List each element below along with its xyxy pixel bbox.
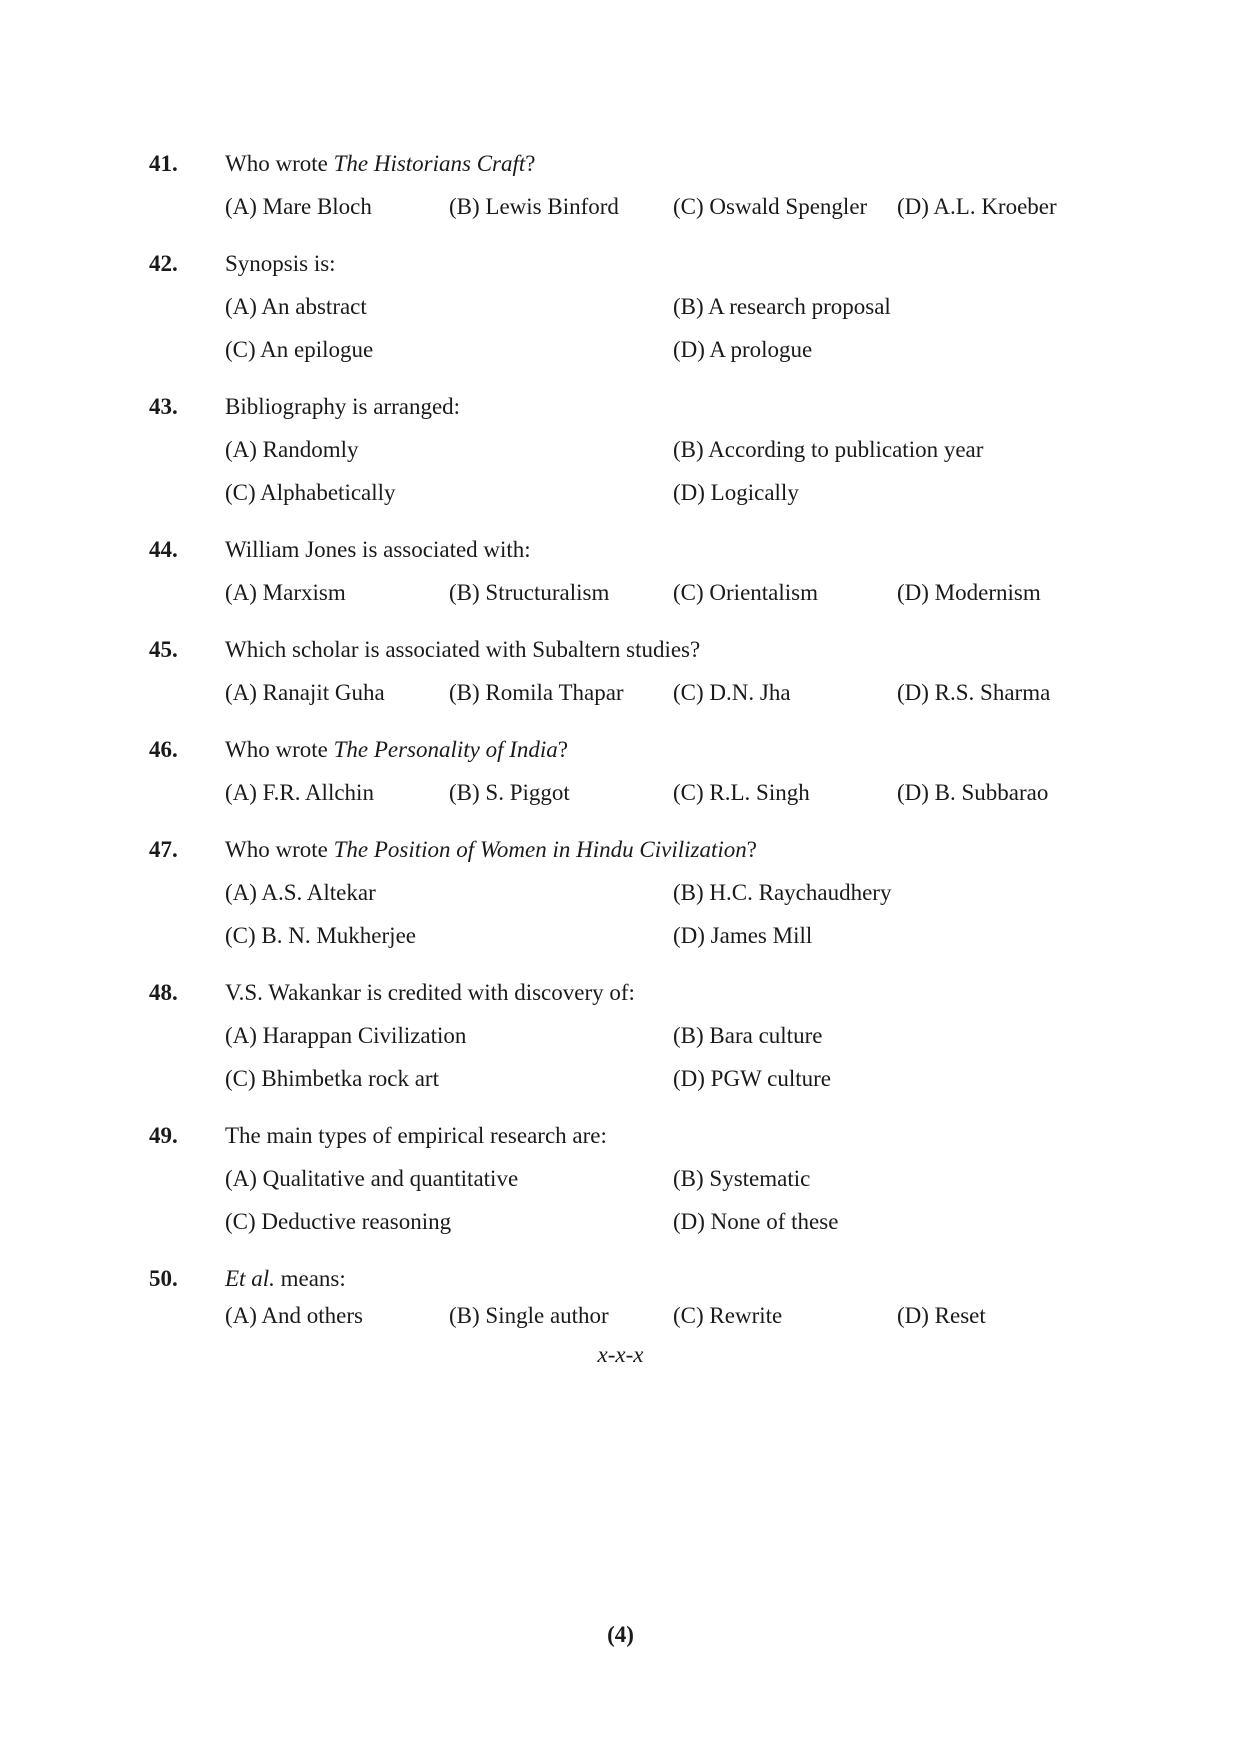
question-number: 43.: [149, 394, 178, 419]
option-a: (A) A.S. Altekar: [225, 880, 376, 905]
option-b: (B) S. Piggot: [449, 780, 570, 805]
question-text: Who wrote The Personality of India?: [225, 737, 569, 762]
question-number: 46.: [149, 737, 178, 762]
option-b: (B) Structuralism: [449, 580, 610, 605]
option-a: (A) And others: [225, 1303, 363, 1328]
option-c: (C) D.N. Jha: [673, 680, 791, 705]
option-b: (B) H.C. Raychaudhery: [673, 880, 892, 905]
question-number: 45.: [149, 637, 178, 662]
option-b: (B) Romila Thapar: [449, 680, 624, 705]
option-d: (D) A prologue: [673, 337, 813, 362]
option-c: (C) Alphabetically: [225, 480, 396, 505]
option-c: (C) An epilogue: [225, 337, 374, 362]
question-text: Who wrote The Historians Craft?: [225, 151, 536, 176]
question-number: 48.: [149, 980, 178, 1005]
question-text: Et al. means:: [225, 1266, 346, 1291]
option-d: (D) A.L. Kroeber: [897, 194, 1057, 219]
option-c: (C) Oswald Spengler: [673, 194, 868, 219]
question-text: Bibliography is arranged:: [225, 394, 461, 419]
option-c: (C) Orientalism: [673, 580, 818, 605]
option-d: (D) Modernism: [897, 580, 1041, 605]
option-d: (D) None of these: [673, 1209, 839, 1234]
option-b: (B) Bara culture: [673, 1023, 823, 1048]
book-title: The Position of Women in Hindu Civilization: [333, 837, 747, 862]
option-d: (D) B. Subbarao: [897, 780, 1049, 805]
question-number: 44.: [149, 537, 178, 562]
option-a: (A) Mare Bloch: [225, 194, 372, 219]
question-text: Synopsis is:: [225, 251, 336, 276]
option-b: (B) A research proposal: [673, 294, 891, 319]
question-number: 49.: [149, 1123, 178, 1148]
option-a: (A) Ranajit Guha: [225, 680, 385, 705]
option-d: (D) R.S. Sharma: [897, 680, 1051, 705]
option-a: (A) Qualitative and quantitative: [225, 1166, 519, 1191]
question-number: 47.: [149, 837, 178, 862]
option-c: (C) R.L. Singh: [673, 780, 810, 805]
option-a: (A) Randomly: [225, 437, 359, 462]
option-a: (A) F.R. Allchin: [225, 780, 374, 805]
option-a: (A) An abstract: [225, 294, 367, 319]
option-c: (C) Deductive reasoning: [225, 1209, 452, 1234]
option-b: (B) Single author: [449, 1303, 609, 1328]
book-title: The Historians Craft: [333, 151, 526, 176]
option-c: (C) Bhimbetka rock art: [225, 1066, 439, 1091]
question-number: 50.: [149, 1266, 178, 1291]
question-text: V.S. Wakankar is credited with discovery of:: [225, 980, 635, 1005]
page-number: (4): [607, 1622, 634, 1647]
option-b: (B) Systematic: [673, 1166, 811, 1191]
question-number: 41.: [149, 151, 178, 176]
book-title: The Personality of India: [333, 737, 558, 762]
option-d: (D) PGW culture: [673, 1066, 831, 1091]
option-d: (D) James Mill: [673, 923, 813, 948]
option-a: (A) Harappan Civilization: [225, 1023, 467, 1048]
latin-term: Et al.: [225, 1266, 275, 1291]
question-text: William Jones is associated with:: [225, 537, 531, 562]
question-text: Who wrote The Position of Women in Hindu Civilization?: [225, 837, 757, 862]
option-b: (B) According to publication year: [673, 437, 984, 462]
option-a: (A) Marxism: [225, 580, 346, 605]
question-text: The main types of empirical research are:: [225, 1123, 607, 1148]
option-d: (D) Logically: [673, 480, 799, 505]
end-of-paper-mark: x-x-x: [597, 1342, 644, 1367]
option-c: (C) Rewrite: [673, 1303, 783, 1328]
question-text: Which scholar is associated with Subaltern studies?: [225, 637, 701, 662]
question-number: 42.: [149, 251, 178, 276]
option-d: (D) Reset: [897, 1303, 986, 1328]
option-c: (C) B. N. Mukherjee: [225, 923, 416, 948]
option-b: (B) Lewis Binford: [449, 194, 619, 219]
